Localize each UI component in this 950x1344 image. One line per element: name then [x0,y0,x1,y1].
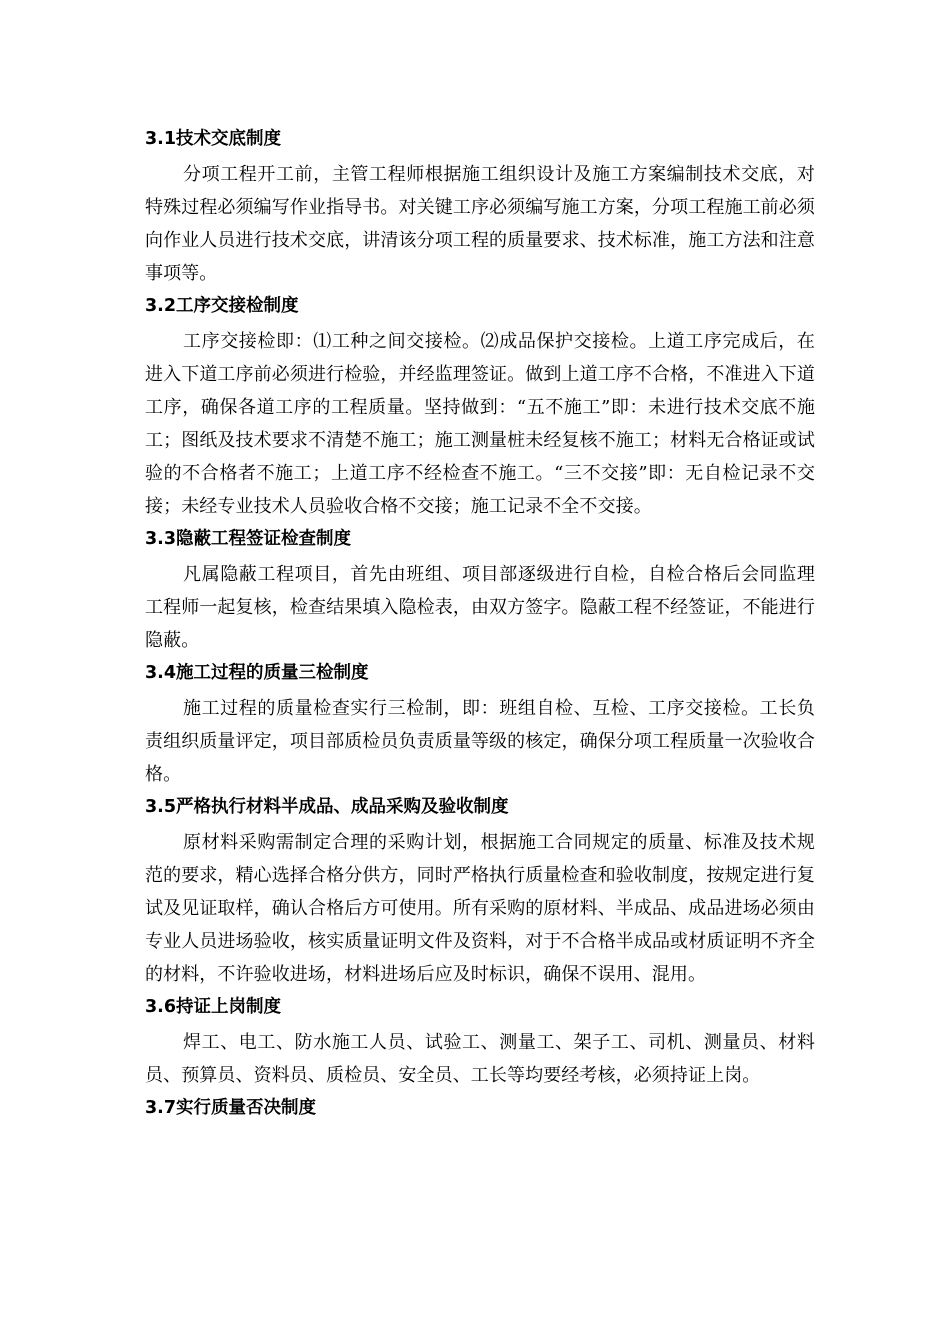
document-content [145,124,815,1127]
section-heading-3-4: 3.4施工过程的质量三检制度 [145,663,369,683]
section-body-3-6: 焊工、电工、防水施工人员、试验工、测量工、架子工、司机、测量员、材料员、预算员、资料员、质检员、安全员、工长等均要经考核，必须持证上岗。 [145,1032,815,1086]
section-heading-3-7: 3.7实行质量否决制度 [145,1098,317,1118]
section-heading-3-1: 3.1技术交底制度 [145,129,282,149]
section-body-3-4: 施工过程的质量检查实行三检制，即：班组自检、互检、工序交接检。工长负责组织质量评定，项目部质检员负责质量等级的核定，确保分项工程质量一次验收合格。 [145,698,815,785]
section-heading-3-6: 3.6持证上岗制度 [145,997,282,1017]
section-body-3-1: 分项工程开工前，主管工程师根据施工组织设计及施工方案编制技术交底，对特殊过程必须编写作业指导书。对关键工序必须编写施工方案，分项工程施工前必须向作业人员进行技术交底，讲清该分项工程的质量要求、技术标准，施工方法和注意事项等。 [145,164,815,284]
section-heading-3-5: 3.5严格执行材料半成品、成品采购及验收制度 [145,797,509,817]
section-body-3-5: 原材料采购需制定合理的采购计划，根据施工合同规定的质量、标准及技术规范的要求，精心选择合格分供方，同时严格执行质量检查和验收制度，按规定进行复试及见证取样，确认合格后方可使用。所有采购的原材料、半成品、成品进场必须由专业人员进场验收，核实质量证明文件及资料，对于不合格半成品或材质证明不齐全的材料，不许验收进场，材料进场后应及时标识，确保不误用、混用。 [145,832,815,985]
section-heading-3-2: 3.2工序交接检制度 [145,296,299,316]
section-body-3-3: 凡属隐蔽工程项目，首先由班组、项目部逐级进行自检，自检合格后会同监理工程师一起复核，检查结果填入隐检表，由双方签字。隐蔽工程不经签证，不能进行隐蔽。 [145,564,815,651]
section-heading-3-3: 3.3隐蔽工程签证检查制度 [145,529,352,549]
section-body-3-2: 工序交接检即：⑴工种之间交接检。⑵成品保护交接检。上道工序完成后，在进入下道工序前必须进行检验，并经监理签证。做到上道工序不合格，不准进入下道工序，确保各道工序的工程质量。坚持做到：“五不施工”即：未进行技术交底不施工；图纸及技术要求不清楚不施工；施工测量桩未经复核不施工；材料无合格证或试验的不合格者不施工；上道工序不经检查不施工。“三不交接”即：无自检记录不交接；未经专业技术人员验收合格不交接；施工记录不全不交接。 [145,331,815,517]
